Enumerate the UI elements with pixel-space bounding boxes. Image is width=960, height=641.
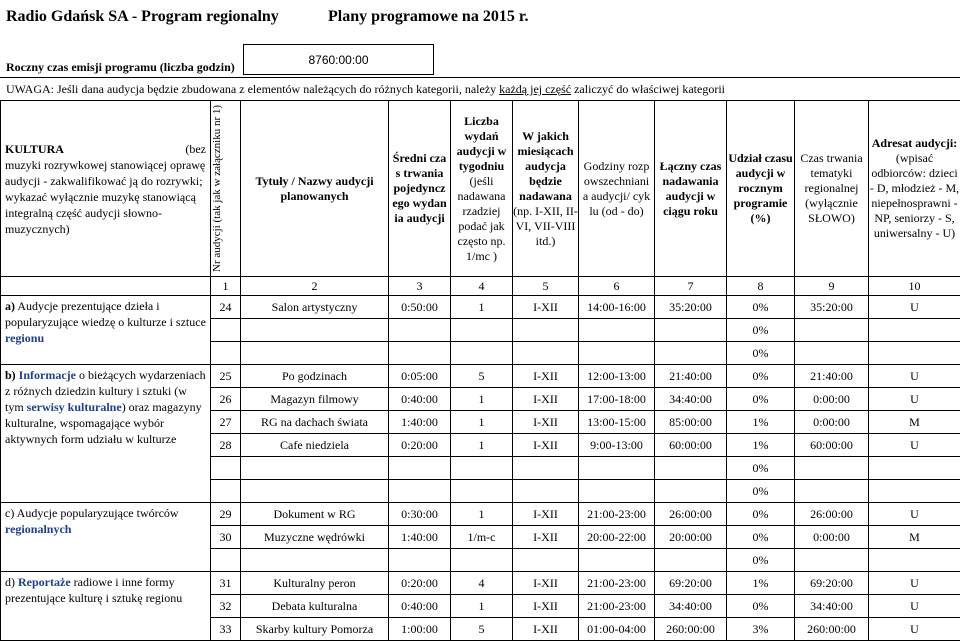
cell-hours[interactable]: 21:00-23:00 [579,572,655,595]
cell-hours[interactable]: 21:00-23:00 [579,503,655,526]
cell-freq[interactable]: 5 [451,618,513,641]
cell-hours[interactable] [579,342,655,365]
cell-title[interactable]: Po godzinach [241,365,389,388]
cell-months[interactable]: I-XII [513,595,579,618]
cell-dur[interactable]: 0:20:00 [389,434,451,457]
cell-total[interactable] [655,549,727,572]
table-row [1,365,960,388]
cell-freq[interactable]: 1 [451,434,513,457]
cell-dur[interactable]: 1:40:00 [389,411,451,434]
section-a-emph: regionu [5,331,44,345]
cell-reg[interactable]: 0:00:00 [795,526,869,549]
cell-dur[interactable]: 0:50:00 [389,296,451,319]
col-number: 1 [211,277,241,296]
cell-nr[interactable]: 30 [211,526,241,549]
cell-freq[interactable]: 4 [451,572,513,595]
annual-time-value[interactable]: 8760:00:00 [243,44,434,75]
cell-total[interactable]: 26:00:00 [655,503,727,526]
header-row [1,101,960,277]
section-b-emph2: serwisy kulturalne [27,400,122,414]
cell-dur[interactable] [389,457,451,480]
cell-title[interactable] [241,319,389,342]
cell-title[interactable] [241,480,389,503]
cell-total[interactable] [655,342,727,365]
cell-months[interactable] [513,319,579,342]
plans-title: Plany programowe na 2015 r. [328,8,528,26]
cell-freq[interactable]: 1 [451,595,513,618]
cell-dur[interactable]: 0:05:00 [389,365,451,388]
cell-freq[interactable]: 1 [451,411,513,434]
table-body [1,296,960,641]
cell-dur[interactable] [389,480,451,503]
col-number: 10 [869,277,960,296]
cell-months[interactable]: I-XII [513,388,579,411]
cell-nr[interactable]: 25 [211,365,241,388]
cell-dur[interactable]: 1:40:00 [389,526,451,549]
nr-header [211,101,241,277]
cell-nr[interactable]: 31 [211,572,241,595]
section-b-text1: o bieżących wydarzeniach z różnych dziedzin kultury i sztuki (w tym [5,368,206,414]
cell-title[interactable]: Dokument w RG [241,503,389,526]
total-header [655,101,727,277]
cell-hours[interactable] [579,549,655,572]
cell-freq[interactable] [451,480,513,503]
hours-text: Godziny rozpowszechniania audycji/ cyklu (od - do) [583,159,651,219]
months-bold: W jakich miesiącach audycja będzie nadawana [518,129,574,203]
frequency-bold: Liczba wydań audycji w tygodniu [457,114,507,173]
section-d [1,572,211,641]
cell-adr[interactable] [869,549,960,572]
cell-months[interactable]: I-XII [513,296,579,319]
cell-nr[interactable]: 24 [211,296,241,319]
cell-title[interactable]: Magazyn filmowy [241,388,389,411]
cell-total[interactable]: 260:00:00 [655,618,727,641]
cell-freq[interactable] [451,549,513,572]
cell-months[interactable]: I-XII [513,365,579,388]
section-b-text2: ) oraz magazyny kulturalne, wspomagające wybór aktywnych form udziału w kulturze [5,400,202,446]
numbers-empty [1,277,211,296]
frequency-header [451,101,513,277]
cell-title[interactable]: RG na dachach świata [241,411,389,434]
cell-adr[interactable]: U [869,618,960,641]
cell-reg[interactable]: 260:00:00 [795,618,869,641]
cell-reg[interactable] [795,480,869,503]
kultura-title: KULTURA [5,141,64,157]
cell-hours[interactable]: 01:00-04:00 [579,618,655,641]
kultura-header [1,101,211,277]
cell-title[interactable]: Debata kulturalna [241,595,389,618]
cell-months[interactable] [513,480,579,503]
cell-hours[interactable]: 12:00-13:00 [579,365,655,388]
cell-reg[interactable] [795,319,869,342]
section-b-label: b) [5,368,19,382]
cell-hours[interactable]: 21:00-23:00 [579,595,655,618]
cell-reg[interactable]: 60:00:00 [795,434,869,457]
section-c [1,503,211,572]
cell-total[interactable] [655,457,727,480]
cell-months[interactable]: I-XII [513,503,579,526]
cell-adr[interactable] [869,480,960,503]
cell-dur[interactable] [389,319,451,342]
cell-pct[interactable]: 3% [727,618,795,641]
cell-freq[interactable] [451,457,513,480]
cell-freq[interactable]: 5 [451,365,513,388]
cell-adr[interactable]: U [869,365,960,388]
annual-time-label: Roczny czas emisji programu (liczba godzin) [6,60,235,75]
cell-title[interactable]: Cafe niedziela [241,434,389,457]
cell-freq[interactable] [451,319,513,342]
cell-nr[interactable]: 33 [211,618,241,641]
note-suffix: zaliczyć do właściwej kategorii [571,82,725,96]
cell-hours[interactable]: 20:00-22:00 [579,526,655,549]
cell-dur[interactable]: 0:20:00 [389,572,451,595]
section-a-label: a) [5,299,15,313]
cell-adr[interactable]: U [869,296,960,319]
col-number: 7 [655,277,727,296]
section-b [1,365,211,503]
cell-title[interactable]: Muzyczne wędrówki [241,526,389,549]
titles-header [241,101,389,277]
cell-total[interactable]: 34:40:00 [655,388,727,411]
section-d-text: radiowe i inne formy prezentujące kulturę i sztukę regionu [5,575,182,605]
document-title: Radio Gdańsk SA - Program regionalny [6,8,279,26]
cell-adr[interactable]: U [869,595,960,618]
section-a-text: Audycje prezentujące dzieła i popularyzujące wiedzę o kulturze i sztuce [5,299,206,329]
cell-reg[interactable] [795,549,869,572]
cell-total[interactable] [655,480,727,503]
cell-title[interactable]: Skarby kultury Pomorza [241,618,389,641]
table-row [1,503,960,526]
avg-duration-text: Średni czas trwania pojedynczego wydania audycji [392,151,448,226]
cell-pct[interactable]: 0% [727,388,795,411]
cell-adr[interactable]: U [869,388,960,411]
cell-hours[interactable]: 17:00-18:00 [579,388,655,411]
cell-adr[interactable] [869,457,960,480]
cell-total[interactable] [655,319,727,342]
cell-nr[interactable]: 27 [211,411,241,434]
program-table [0,100,960,641]
cell-reg[interactable]: 34:40:00 [795,595,869,618]
cell-hours[interactable] [579,480,655,503]
cell-reg[interactable]: 35:20:00 [795,296,869,319]
cell-hours[interactable] [579,319,655,342]
note-underlined: każdą jej część [499,82,571,96]
section-c-text: c) Audycje popularyzujące twórców [5,506,179,520]
cell-reg[interactable] [795,342,869,365]
months-rest: (np. I-XII, II-VI, VII-VIII itd.) [513,204,578,248]
cell-reg[interactable]: 69:20:00 [795,572,869,595]
nr-header-text: Nr audycji (tak jak w załączniku nr 1) [211,102,241,272]
cell-pct[interactable]: 0% [727,526,795,549]
cell-nr[interactable] [211,480,241,503]
audience-bold: Adresat audycji: [872,136,957,150]
audience-rest: (wpisać odbiorców: dzieci - D, młodzież - M, niepełnosprawni - NP, seniorzy - S, uniwersalny - U) [870,151,959,240]
share-header [727,101,795,277]
months-header [513,101,579,277]
cell-dur[interactable]: 0:30:00 [389,503,451,526]
cell-dur[interactable] [389,342,451,365]
cell-pct[interactable]: 1% [727,411,795,434]
cell-months[interactable] [513,457,579,480]
cell-reg[interactable]: 21:40:00 [795,365,869,388]
cell-dur[interactable] [389,549,451,572]
cell-pct[interactable]: 1% [727,572,795,595]
cell-nr[interactable] [211,457,241,480]
col-number: 8 [727,277,795,296]
note-prefix: UWAGA: Jeśli dana audycja będzie zbudowana z elementów należących do różnych kategorii, należy [6,82,499,96]
cell-reg[interactable]: 0:00:00 [795,388,869,411]
kultura-bez: (bez [185,141,206,157]
cell-nr[interactable] [211,342,241,365]
cell-hours[interactable]: 9:00-13:00 [579,434,655,457]
cell-nr[interactable] [211,549,241,572]
cell-pct[interactable]: 0% [727,296,795,319]
cell-freq[interactable]: 1 [451,503,513,526]
cell-nr[interactable]: 32 [211,595,241,618]
cell-total[interactable]: 85:00:00 [655,411,727,434]
program-table-wrapper [0,100,960,641]
cell-nr[interactable] [211,319,241,342]
cell-hours[interactable]: 13:00-15:00 [579,411,655,434]
cell-months[interactable]: I-XII [513,618,579,641]
col-number: 4 [451,277,513,296]
cell-title[interactable] [241,342,389,365]
cell-reg[interactable]: 26:00:00 [795,503,869,526]
cell-dur[interactable]: 0:40:00 [389,388,451,411]
cell-freq[interactable]: 1 [451,388,513,411]
cell-nr[interactable]: 29 [211,503,241,526]
cell-total[interactable]: 60:00:00 [655,434,727,457]
cell-hours[interactable] [579,457,655,480]
cell-pct[interactable]: 1% [727,434,795,457]
cell-pct[interactable]: 0% [727,480,795,503]
cell-title[interactable]: Salon artystyczny [241,296,389,319]
cell-total[interactable]: 20:00:00 [655,526,727,549]
section-c-emph: regionalnych [5,522,71,536]
cell-title[interactable]: Kulturalny peron [241,572,389,595]
col-number: 2 [241,277,389,296]
table-row [1,296,960,319]
cell-total[interactable]: 35:20:00 [655,296,727,319]
note [6,82,725,97]
divider [0,77,960,78]
table-row [1,572,960,595]
cell-adr[interactable]: U [869,572,960,595]
cell-reg[interactable] [795,457,869,480]
cell-adr[interactable] [869,342,960,365]
col-number: 9 [795,277,869,296]
cell-pct[interactable]: 0% [727,595,795,618]
cell-months[interactable]: I-XII [513,572,579,595]
cell-hours[interactable]: 14:00-16:00 [579,296,655,319]
kultura-desc: muzyki rozrywkowej stanowiącej oprawę audycji - zakwalifikować ją do rozrywki; wykazać wyłącznie muzykę stanowiącą integralną część audycji słowno-muzycznych) [5,158,205,236]
col-number: 5 [513,277,579,296]
cell-adr[interactable]: M [869,526,960,549]
col-number: 6 [579,277,655,296]
section-b-emph1: Informacje [19,368,76,382]
cell-title[interactable] [241,549,389,572]
avg-duration-header [389,101,451,277]
titles-header-text: Tytuły / Nazwy audycji planowanych [255,174,375,204]
section-d-label: d) [5,575,18,589]
column-numbers-row [1,277,960,296]
cell-pct[interactable]: 0% [727,457,795,480]
cell-adr[interactable]: U [869,503,960,526]
cell-adr[interactable] [869,319,960,342]
cell-pct[interactable]: 0% [727,342,795,365]
cell-total[interactable]: 21:40:00 [655,365,727,388]
cell-pct[interactable]: 0% [727,365,795,388]
cell-months[interactable]: I-XII [513,411,579,434]
col-number: 3 [389,277,451,296]
cell-nr[interactable]: 28 [211,434,241,457]
cell-adr[interactable]: U [869,434,960,457]
hours-header [579,101,655,277]
regional-text: Czas trwania tematyki regionalnej (wyłącznie SŁOWO) [800,151,862,225]
cell-title[interactable] [241,457,389,480]
total-text: Łączny czas nadawania audycji w ciągu roku [660,159,722,218]
cell-pct[interactable]: 0% [727,549,795,572]
cell-dur[interactable]: 1:00:00 [389,618,451,641]
cell-freq[interactable]: 1/m-c [451,526,513,549]
regional-header [795,101,869,277]
audience-header [869,101,960,277]
cell-freq[interactable]: 1 [451,296,513,319]
cell-pct[interactable]: 0% [727,319,795,342]
cell-pct[interactable]: 0% [727,503,795,526]
cell-nr[interactable]: 26 [211,388,241,411]
cell-total[interactable]: 34:40:00 [655,595,727,618]
cell-freq[interactable] [451,342,513,365]
cell-dur[interactable]: 0:40:00 [389,595,451,618]
section-d-emph: Reportaże [18,575,71,589]
cell-months[interactable] [513,549,579,572]
cell-reg[interactable]: 0:00:00 [795,411,869,434]
cell-adr[interactable]: M [869,411,960,434]
cell-months[interactable]: I-XII [513,526,579,549]
cell-months[interactable]: I-XII [513,434,579,457]
cell-months[interactable] [513,342,579,365]
share-text: Udział czasu audycji w rocznym programie (%) [728,151,792,225]
section-a [1,296,211,365]
frequency-rest: (jeśli nadawana rzadziej podać jak często np. 1/mc ) [458,174,506,263]
cell-total[interactable]: 69:20:00 [655,572,727,595]
